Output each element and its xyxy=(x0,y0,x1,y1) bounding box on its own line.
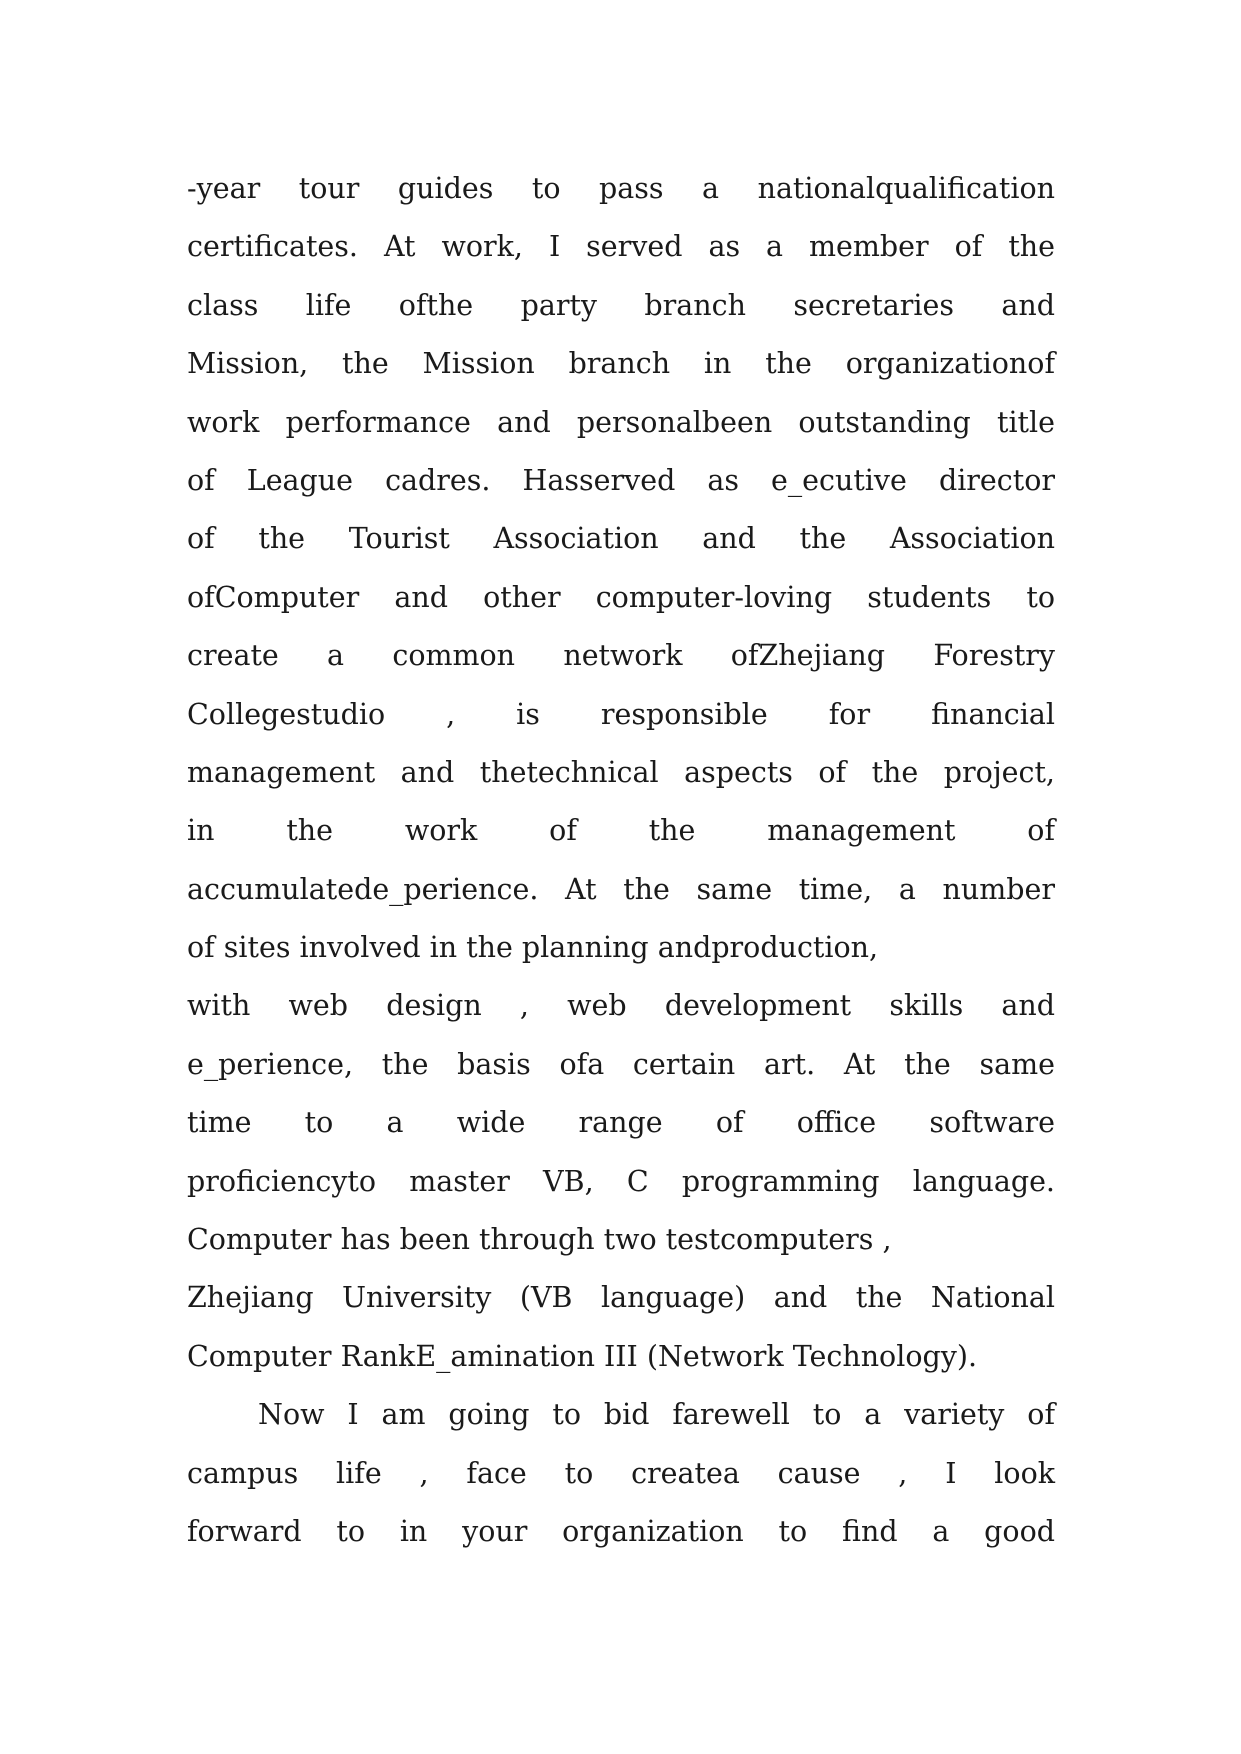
text-line: Collegestudio , is responsible for financial xyxy=(187,697,1055,731)
text-line: accumulatede_perience. At the same time, a number xyxy=(187,872,1055,906)
paragraph-2 xyxy=(187,1386,1055,1561)
text-line: e_perience, the basis ofa certain art. At the same xyxy=(187,1047,1055,1081)
text-line: Mission, the Mission branch in the organizationof xyxy=(187,347,1055,381)
document-body xyxy=(187,160,1055,1561)
paragraph-1 xyxy=(187,160,1055,1386)
text-line: -year tour guides to pass a nationalqualification xyxy=(187,172,1055,205)
text-line: Zhejiang University (VB language) and the National xyxy=(187,1281,1055,1315)
text-line: of sites involved in the planning andproduction, xyxy=(187,931,879,965)
text-line: work performance and personalbeen outstanding title xyxy=(187,405,1055,439)
text-line: certificates. At work, I served as a member of the xyxy=(187,230,1055,264)
text-line: of the Tourist Association and the Association xyxy=(187,522,1055,556)
text-line: create a common network ofZhejiang Forestry xyxy=(187,639,1055,673)
text-line: Computer RankE_amination III (Network Technology). xyxy=(187,1339,977,1373)
text-line: Now I am going to bid farewell to a variety of xyxy=(258,1398,1055,1432)
text-line: with web design , web development skills and xyxy=(187,989,1055,1023)
text-line: in the work of the management of xyxy=(187,814,1055,848)
text-line: Computer has been through two testcomputers , xyxy=(187,1223,892,1257)
text-line: forward to in your organization to find a good xyxy=(187,1514,1055,1548)
text-line: proficiencyto master VB, C programming language. xyxy=(187,1164,1055,1198)
text-line: time to a wide range of office software xyxy=(187,1106,1055,1140)
text-line: class life ofthe party branch secretaries and xyxy=(187,288,1055,322)
text-line: ofComputer and other computer-loving students to xyxy=(187,580,1055,614)
text-line: campus life , face to createa cause , I look xyxy=(187,1456,1055,1490)
text-line: management and thetechnical aspects of the project, xyxy=(187,755,1055,789)
text-line: of League cadres. Hasserved as e_ecutive director xyxy=(187,463,1055,497)
